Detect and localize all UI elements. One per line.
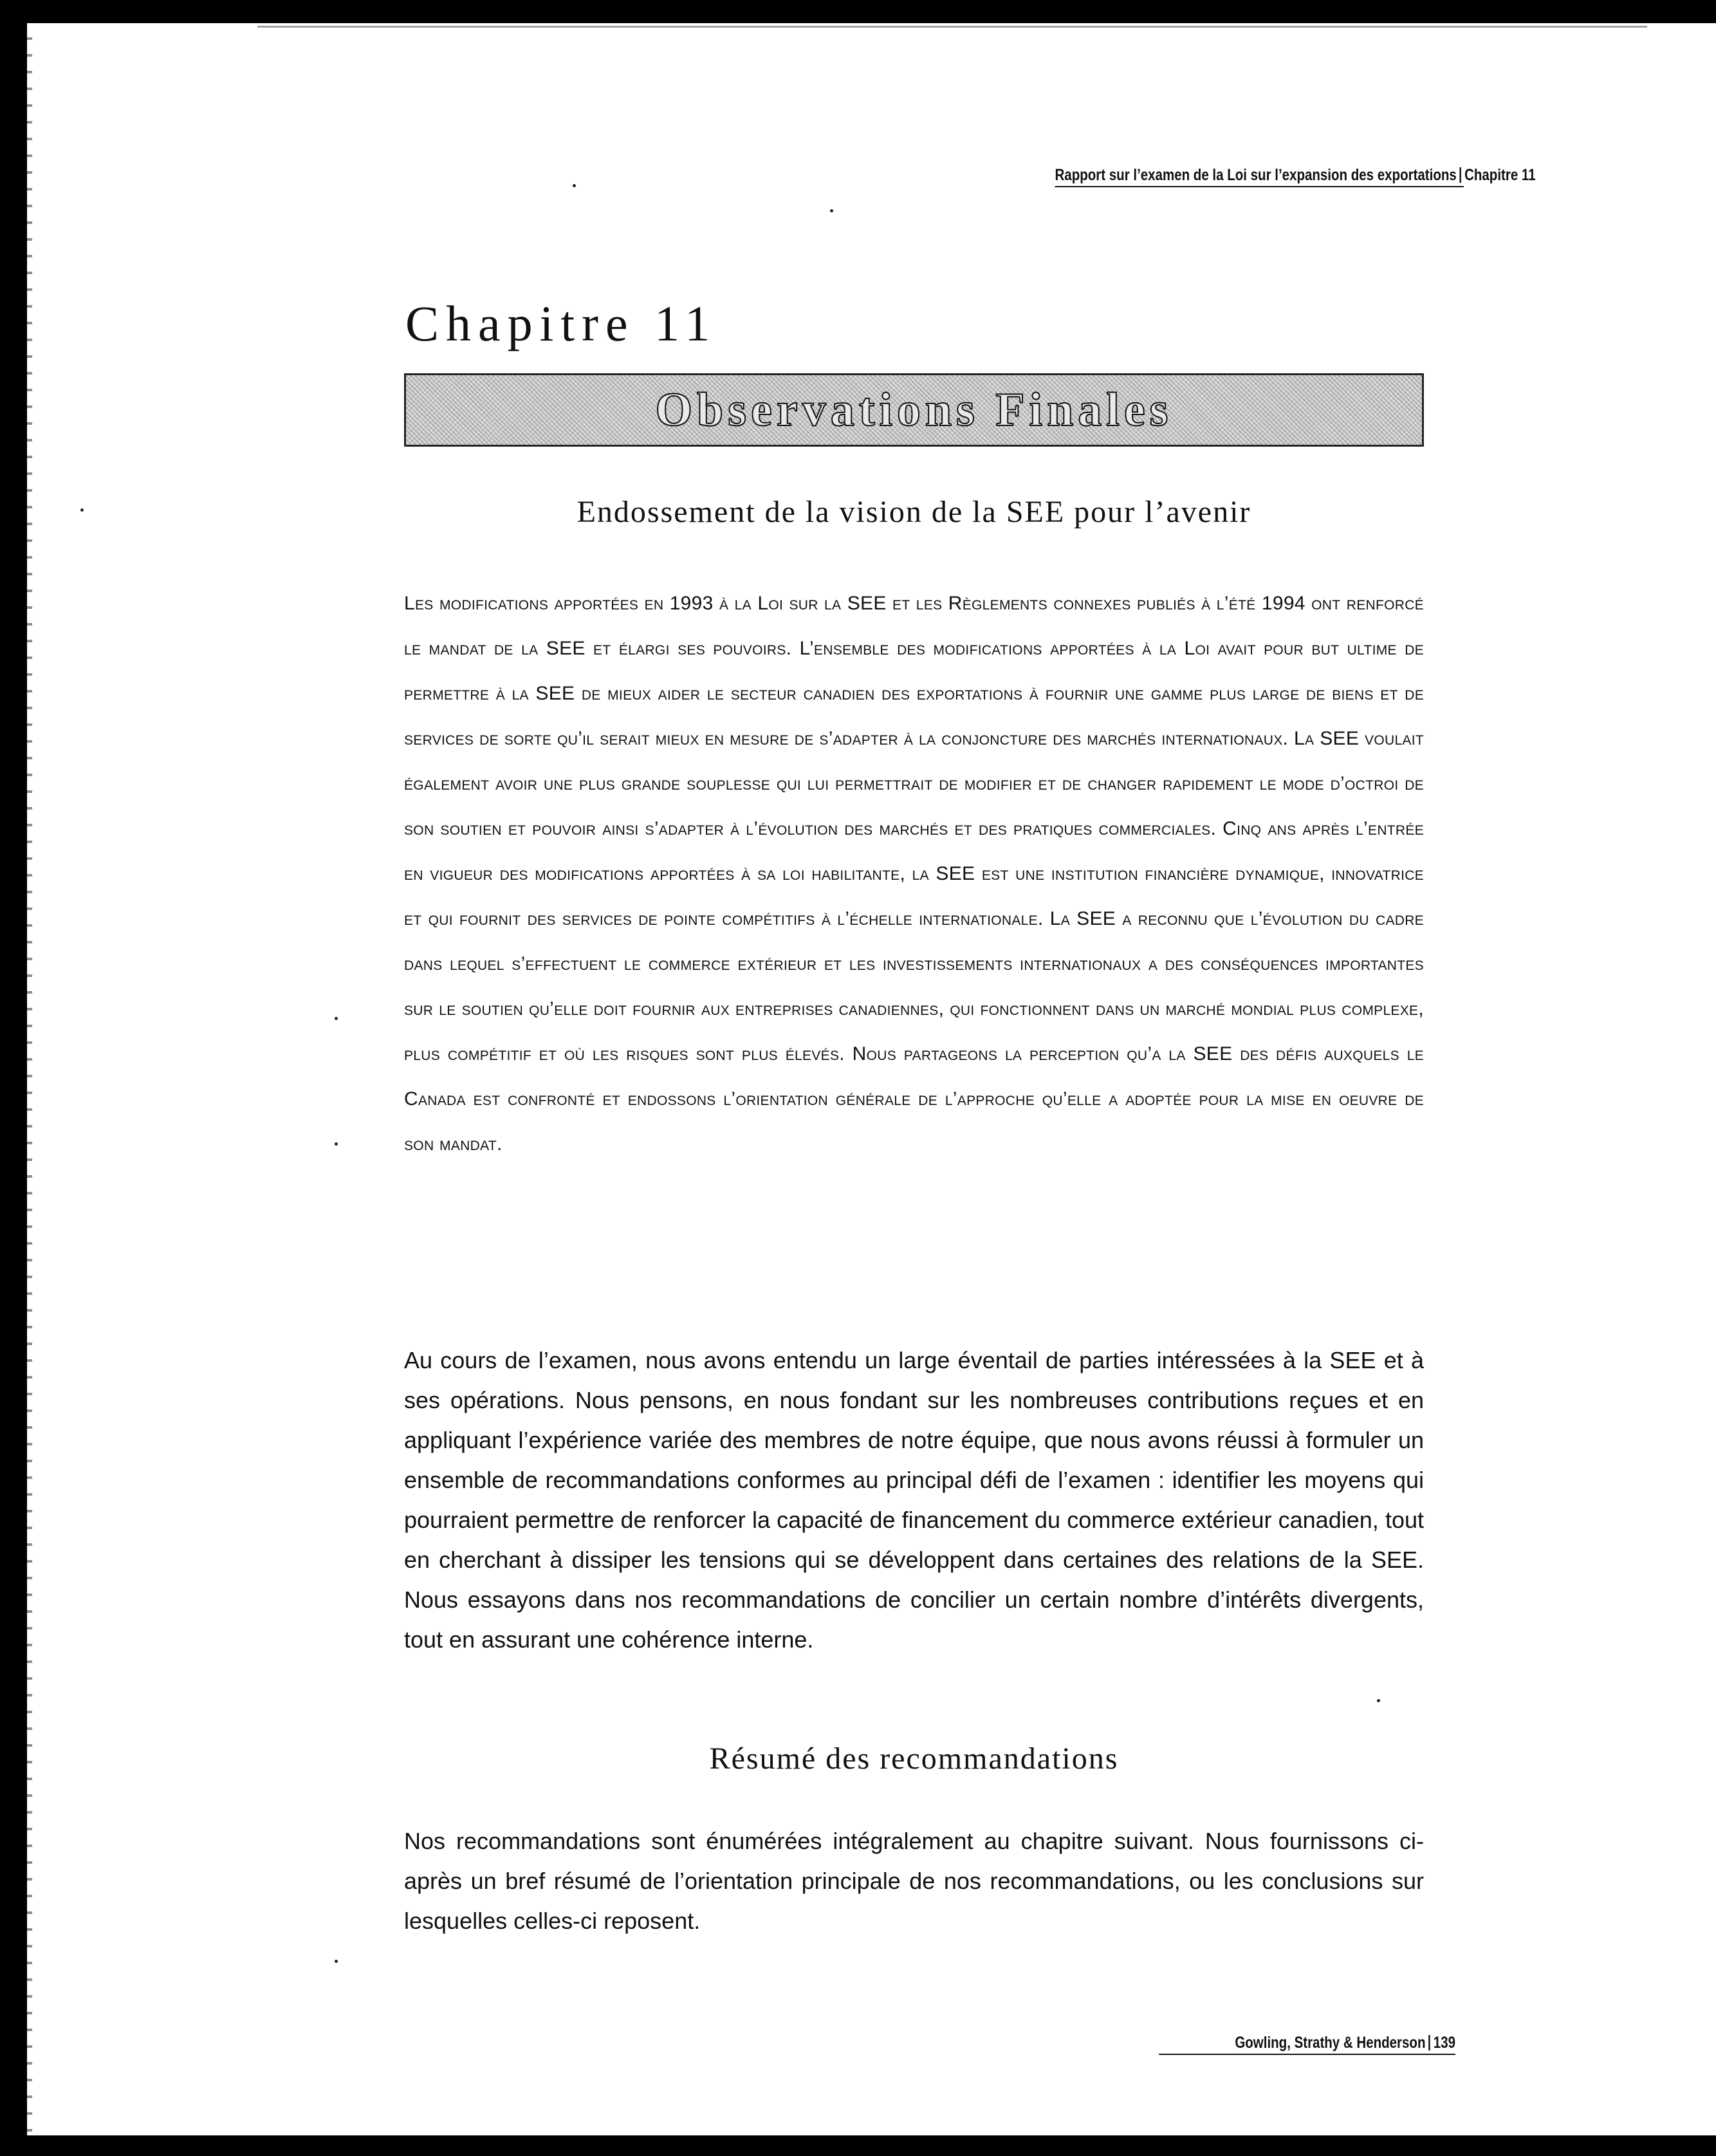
section-heading-resume: Résumé des recommandations [709, 1742, 1119, 1776]
footer-firm: Gowling, Strathy & Henderson [1235, 2034, 1426, 2052]
paragraph-resume: Nos recommandations sont énumérées intégralement au chapitre suivant. Nous fournissons ci-après un bref résumé de l’orientation principale de nos recommandations, ou les conclusions sur lesquelles celles-ci reposent. [404, 1828, 1424, 1934]
scan-speck [335, 1960, 338, 1963]
page-number: 139 [1433, 2034, 1455, 2052]
running-header-chapter: Chapitre 11 [1464, 166, 1536, 184]
section-heading-endossement: Endossement de la vision de la SEE pour l’avenir [577, 495, 1251, 529]
paragraph-endossement: Les modifications apportées en 1993 à la Loi sur la SEE et les Règlements connexes publiés à l’été 1994 ont renforcé le mandat de la SEE et élargi ses pouvoirs. L’ensemble des modifications apportées à la Loi avait pour but ultime de permettre à la SEE de mieux aider le secteur canadien des exportations à fournir une gamme plus large de biens et de services de sorte qu’il serait mieux en mesure de s’adapter à la conjoncture des marchés internationaux. La SEE voulait également avoir une plus grande souplesse qui lui permettrait de modifier et de changer rapidement le mode d’octroi de son soutien et pouvoir ainsi s’adapter à l’évolution des marchés et des pratiques commerciales. Cinq ans après l’entrée en vigueur des modifications apportées à sa loi habilitante, la SEE est une institution financière dynamique, innovatrice et qui fournit des services de pointe compétitifs à l’échelle internationale. La SEE a reconnu que l’évolution du cadre dans lequel s’effectuent le commerce extérieur et les investissements internationaux a des conséquences importantes sur le soutien qu’elle doit fournir aux entreprises canadiennes, qui fonctionnent dans un marché mondial plus complexe, plus compétitif et où les risques sont plus élevés. Nous partageons la perception qu’a la SEE des défis auxquels le Canada est confronté et endossons l’orientation générale de l’approche qu’elle a adoptée pour la mise en oeuvre de son mandat. [404, 593, 1424, 1155]
scan-line [257, 26, 1647, 28]
header-separator [1460, 167, 1461, 183]
footer-separator [1428, 2035, 1430, 2050]
scan-speck [335, 1017, 338, 1020]
chapter-banner [404, 373, 1424, 447]
paragraph-examen: Au cours de l’examen, nous avons entendu un large éventail de parties intéressées à la SEE et à ses opérations. Nous pensons, en nous fondant sur les nombreuses contributions reçues et en appliquant l’expérience variée des membres de notre équipe, que nous avons réussi à formuler un ensemble de recommandations conformes au principal défi de l’examen : identifier les moyens qui pourraient permettre de renforcer la capacité de financement du commerce extérieur canadien, tout en cherchant à dissiper les tensions qui se développent dans certaines des relations de la SEE. Nous essayons dans nos recommandations de concilier un certain nombre d’intérêts divergents, tout en assurant une cohérence interne. [404, 1347, 1424, 1653]
chapter-banner-title: Observations Finales [655, 383, 1173, 436]
chapter-label: Chapitre 11 [405, 295, 717, 351]
scan-speck [335, 1142, 338, 1146]
scan-speck [80, 508, 84, 512]
page-footer [1159, 2034, 1455, 2055]
scan-border-left [0, 0, 27, 2156]
scan-speck [573, 184, 576, 187]
scan-border-bottom [0, 2135, 1716, 2156]
scan-speck [830, 209, 833, 212]
scan-speck [1377, 1699, 1380, 1702]
binding-edge [27, 23, 32, 2147]
running-header-title: Rapport sur l’examen de la Loi sur l’expansion des exportations [1055, 166, 1457, 184]
running-header [1055, 166, 1536, 187]
scan-border-top [0, 0, 1716, 23]
